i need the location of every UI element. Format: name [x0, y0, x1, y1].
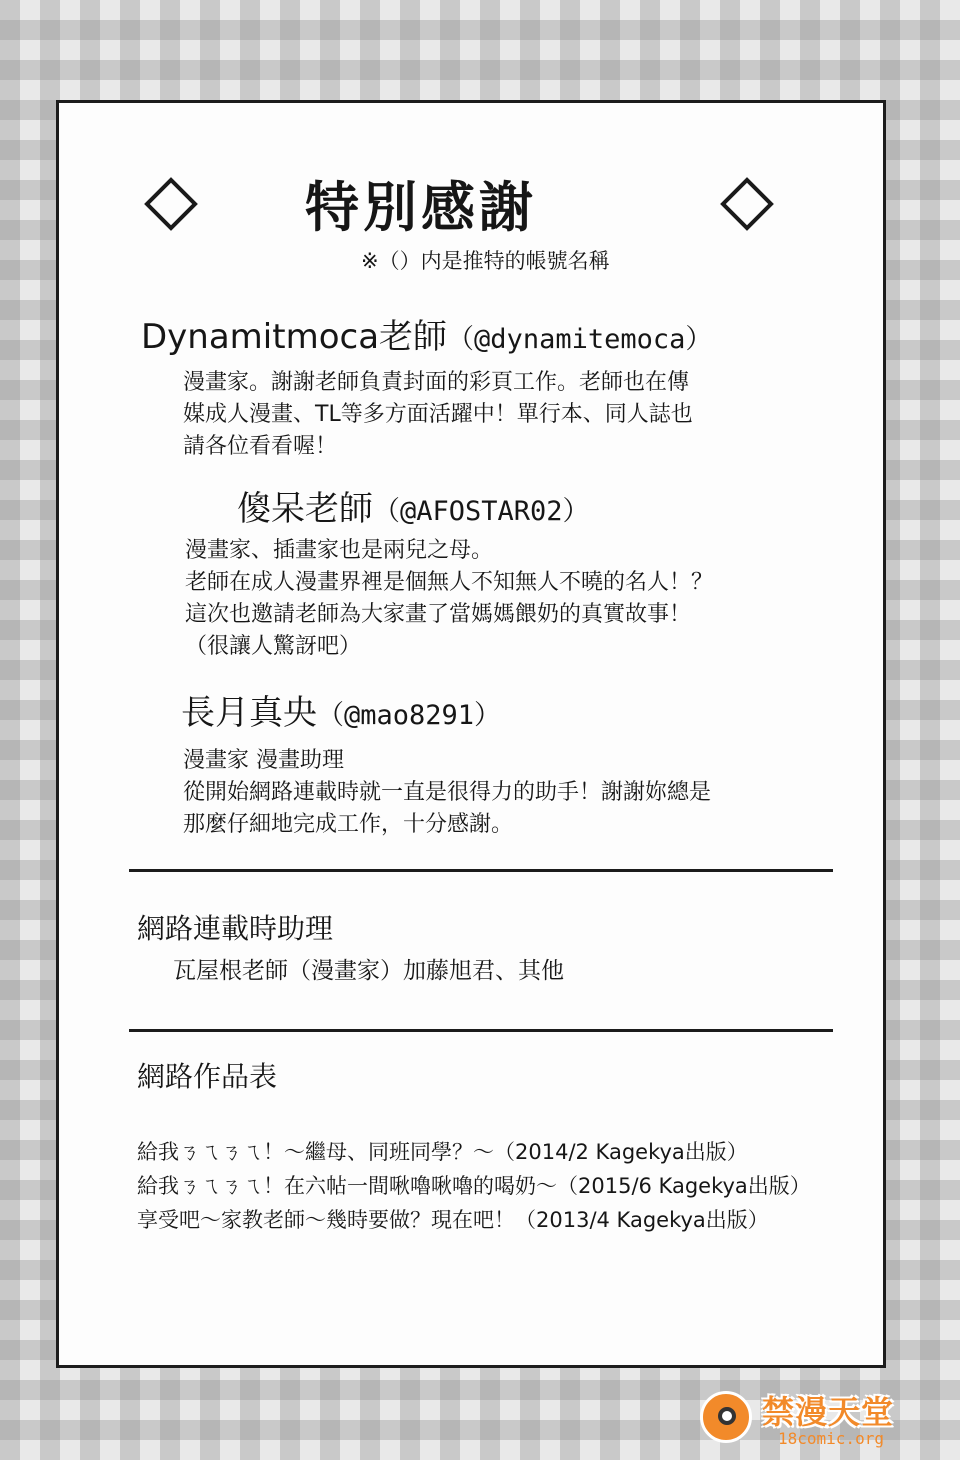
divider [129, 869, 833, 872]
description-line: 漫畫家。謝謝老師負責封面的彩頁工作。老師也在傳 [183, 370, 690, 395]
list-item: 給我ㄋㄟㄋㄟ！～繼母、同班同學？～（2014/2 Kagekya出版） [137, 1140, 748, 1164]
description-line: 那麼仔細地完成工作，十分感謝。 [183, 812, 514, 837]
title-note: ※（）内是推特的帳號名稱 [361, 249, 610, 273]
page-title: 特別感謝 [305, 176, 537, 239]
works-heading: 網路作品表 [137, 1060, 278, 1093]
mascot-icon [700, 1391, 752, 1443]
list-item: 享受吧～家教老師～幾時要做？現在吧！（2013/4 Kagekya出版） [137, 1208, 769, 1232]
watermark-name: 禁漫天堂 [762, 1393, 895, 1431]
credit-name: Dynamitmoca老師 [141, 317, 448, 357]
description-line: 漫畫家、插畫家也是兩兒之母。 [185, 538, 494, 563]
divider [129, 1029, 833, 1032]
credit-handle: （@dynamitemoca） [447, 324, 713, 355]
watermark-url: 18comic.org [778, 1429, 884, 1448]
credit-handle: （@mao8291） [317, 700, 502, 731]
credit-afostar [237, 481, 590, 530]
credit-description [183, 745, 711, 841]
credit-mao [181, 685, 501, 734]
credit-description [185, 535, 713, 663]
description-line: 從開始網路連載時就一直是很得力的助手！謝謝妳總是 [183, 780, 712, 805]
credits-panel [56, 100, 886, 1368]
assistants-text: 瓦屋根老師（漫畫家）加藤旭君、其他 [173, 958, 564, 984]
description-line: 老師在成人漫畫界裡是個無人不知無人不曉的名人！？ [185, 570, 714, 595]
credit-description [183, 367, 693, 463]
list-item: 給我ㄋㄟㄋㄟ！在六帖一間啾嚕啾嚕的喝奶～（2015/6 Kagekya出版） [137, 1174, 811, 1198]
diamond-left-icon [144, 177, 198, 231]
description-line: 這次也邀請老師為大家畫了當媽媽餵奶的真實故事！ [185, 602, 692, 627]
credit-handle: （@AFOSTAR02） [373, 496, 590, 527]
credit-dynamitmoca [141, 309, 712, 358]
description-line: 請各位看看喔！ [183, 434, 338, 459]
assistants-heading: 網路連載時助理 [137, 912, 334, 945]
description-line: 漫畫家 漫畫助理 [183, 748, 344, 773]
credit-name: 長月真央 [181, 693, 317, 733]
description-line: （很讓人驚訝吧） [185, 634, 362, 659]
description-line: 媒成人漫畫、TL等多方面活躍中！單行本、同人誌也 [183, 402, 693, 427]
credit-name: 傻呆老師 [237, 489, 373, 529]
works-list [137, 1135, 811, 1237]
diamond-right-icon [720, 177, 774, 231]
watermark-logo [700, 1385, 930, 1455]
